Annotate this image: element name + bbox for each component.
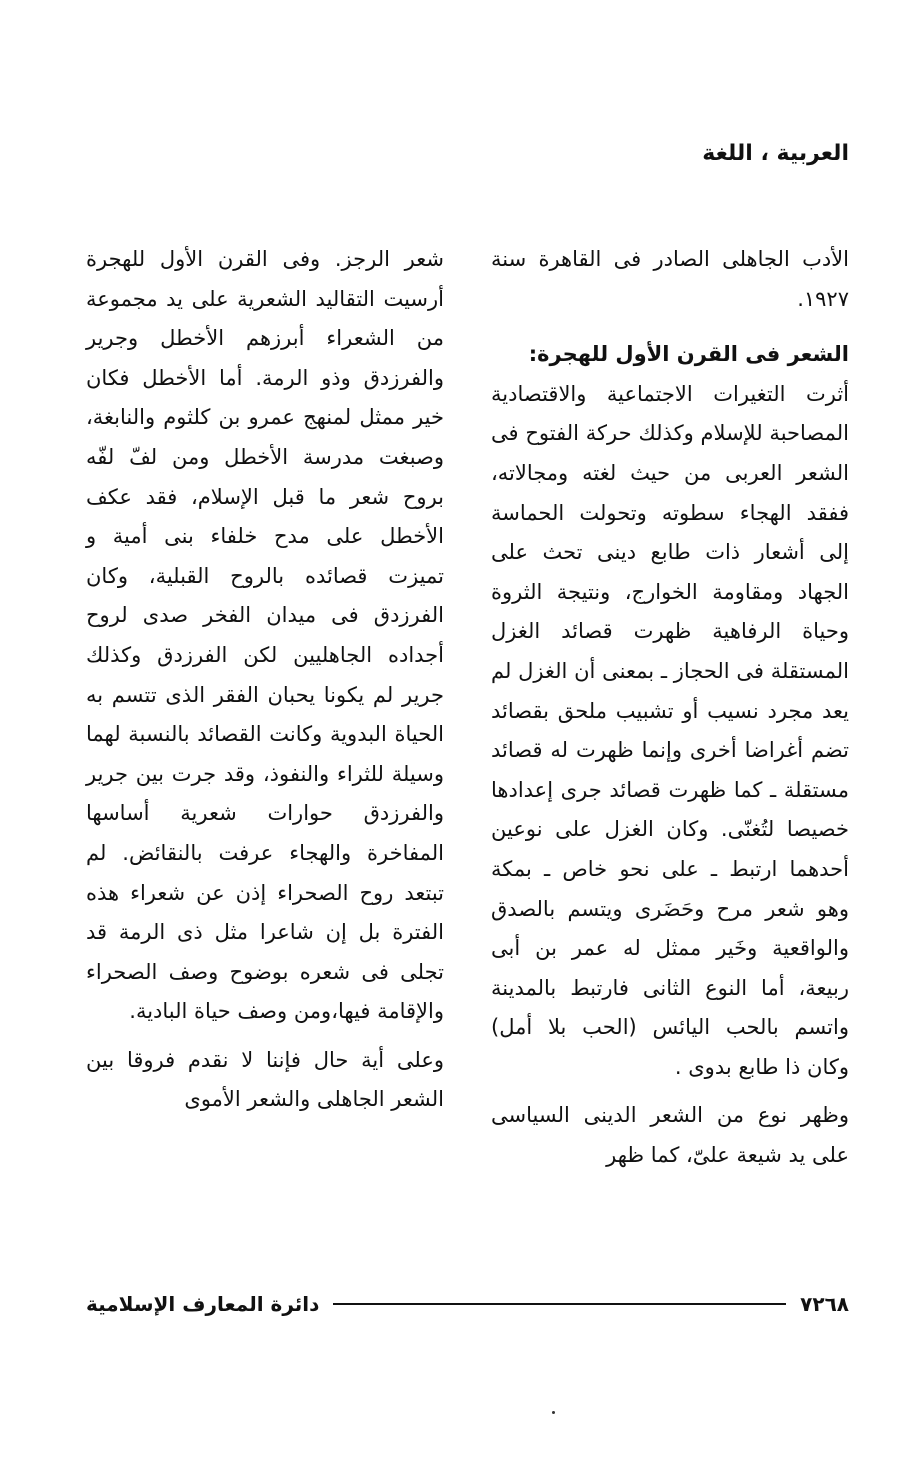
paragraph: أثرت التغيرات الاجتماعية والاقتصادية المصاحبة للإسلام وكذلك حركة الفتوح فى الشعر العربى من حيث لغته ومجالاته، ففقد الهجاء سطوته وتحولت الحماسة إلى أشعار ذات طابع دينى تحث على الجهاد ومقاومة الخوارج، ونتيجة الثروة وحياة الرفاهية ظهرت قصائد الغزل المستقلة فى الحجاز ـ بمعنى أن الغزل لم يعد مجرد نسيب أو تشبيب ملحق بقصائد تضم أغراضا أخرى وإنما ظهرت له قصائد مستقلة ـ كما ظهرت قصائد جرى إعدادها خصيصا لتُغنّى. وكان الغزل على نوعين أحدهما ارتبط ـ على نحو خاص ـ بمكة وهو شعر مرح وحَضَرى ويتسم بالصدق والواقعية وخَير ممثل له عمر بن أبى ربيعة، أما النوع الثانى فارتبط بالمدينة واتسم بالحب اليائس (الحب بلا أمل) وكان ذا طابع بدوى . xyxy=(491,381,849,1079)
running-header: العربية ، اللغة xyxy=(702,141,849,166)
right-column xyxy=(491,240,849,1176)
paragraph: وظهر نوع من الشعر الدينى السياسى على يد شيعة علىّ، كما ظهر xyxy=(491,1103,849,1168)
left-column xyxy=(86,240,444,1120)
paragraph: شعر الرجز. وفى القرن الأول للهجرة أرسيت التقاليد الشعرية على يد مجموعة من الشعراء أبرزهم الأخطل وجرير والفرزدق وذو الرمة. أما الأخطل فكان خير ممثل لمنهج عمرو بن كلثوم والنابغة، وصبغت مدرسة الأخطل ومن لفّ لفّه بروح شعر ما قبل الإسلام، فقد عكف الأخطل على مدح خلفاء بنى أمية و تميزت قصائده بالروح القبلية، وكان الفرزدق فى ميدان الفخر صدى لروح أجداده الجاهليين لكن الفرزدق وكذلك جرير لم يكونا يحبان الفقر الذى تتسم به الحياة البدوية وكانت القصائد بالنسبة لهما وسيلة للثراء والنفوذ، وقد جرت بين جرير والفرزدق حوارات شعرية أساسها المفاخرة والهجاء عرفت بالنقائض. لم تبتعد روح الصحراء إذن عن شعراء هذه الفترة بل إن شاعرا مثل ذى الرمة قد تجلى فى شعره بوضوح وصف الصحراء والإقامة فيها،ومن وصف حياة البادية. xyxy=(86,247,444,1024)
section-heading: الشعر فى القرن الأول للهجرة: xyxy=(528,342,849,367)
publication-title: دائرة المعارف الإسلامية xyxy=(86,1292,320,1316)
page-number: ٧٢٦٨ xyxy=(800,1292,849,1316)
scan-speck xyxy=(552,1411,555,1414)
intro-text: الأدب الجاهلى الصادر فى القاهرة سنة ١٩٢٧. xyxy=(491,247,849,311)
footer-divider xyxy=(333,1303,786,1305)
paragraph: وعلى أية حال فإننا لا نقدم فروقا بين الشعر الجاهلى والشعر الأموى xyxy=(86,1047,444,1112)
page-footer xyxy=(86,1286,849,1322)
